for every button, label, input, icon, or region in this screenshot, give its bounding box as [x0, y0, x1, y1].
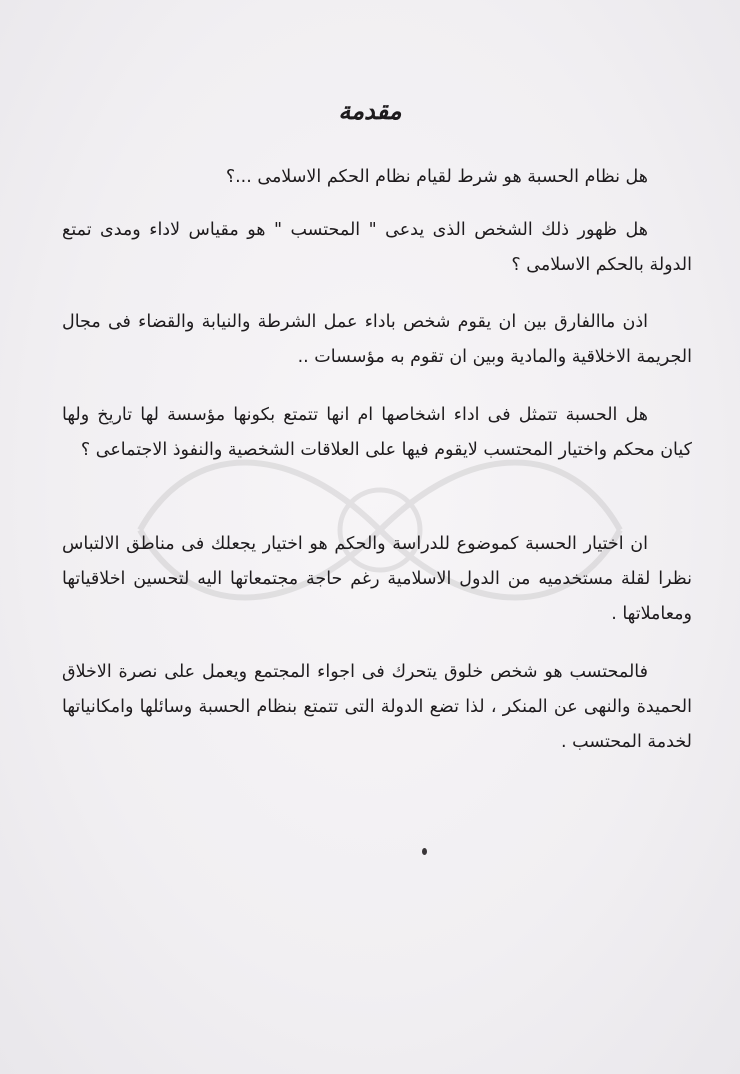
page-title: مقدمة — [338, 96, 402, 125]
paragraph-6-text: فالمحتسب هو شخص خلوق يتحرك فى اجواء المجتمع ويعمل على نصرة الاخلاق الحميدة والنهى عن المنكر ، لذا تضع الدولة التى تتمتع بنظام الحسبة وسائلها وامكانياتها لخدمة المحتسب . — [62, 662, 692, 752]
ink-speck — [422, 848, 427, 855]
paragraph-2-text: هل ظهور ذلك الشخص الذى يدعى " المحتسب " هو مقياس لاداء ومدى تمتع الدولة بالحكم الاسلامى ؟ — [62, 220, 692, 275]
paragraph-1-text: هل نظام الحسبة هو شرط لقيام نظام الحكم الاسلامى ...؟ — [225, 167, 648, 187]
paragraph-2 — [62, 213, 692, 283]
paragraph-1 — [62, 160, 692, 195]
paragraph-4 — [62, 398, 692, 468]
paragraph-4-text: هل الحسبة تتمثل فى اداء اشخاصها ام انها تتمتع بكونها مؤسسة لها تاريخ ولها كيان محكم واختيار المحتسب لايقوم فيها على العلاقات الشخصية والنفوذ الاجتماعى ؟ — [62, 405, 692, 460]
paragraph-5 — [62, 527, 692, 632]
paragraph-6 — [62, 655, 692, 760]
paragraph-3-text: اذن ماالفارق بين ان يقوم شخص باداء عمل الشرطة والنيابة والقضاء فى مجال الجريمة الاخلاقية والمادية وبين ان تقوم به مؤسسات .. — [62, 312, 692, 367]
paragraph-3 — [62, 305, 692, 375]
paragraph-5-text: ان اختيار الحسبة كموضوع للدراسة والحكم هو اختيار يجعلك فى مناطق الالتباس نظرا لقلة مستخدميه من الدول الاسلامية رغم حاجة مجتمعاتها اليه لتحسين اخلاقياتها ومعاملاتها . — [62, 534, 692, 624]
